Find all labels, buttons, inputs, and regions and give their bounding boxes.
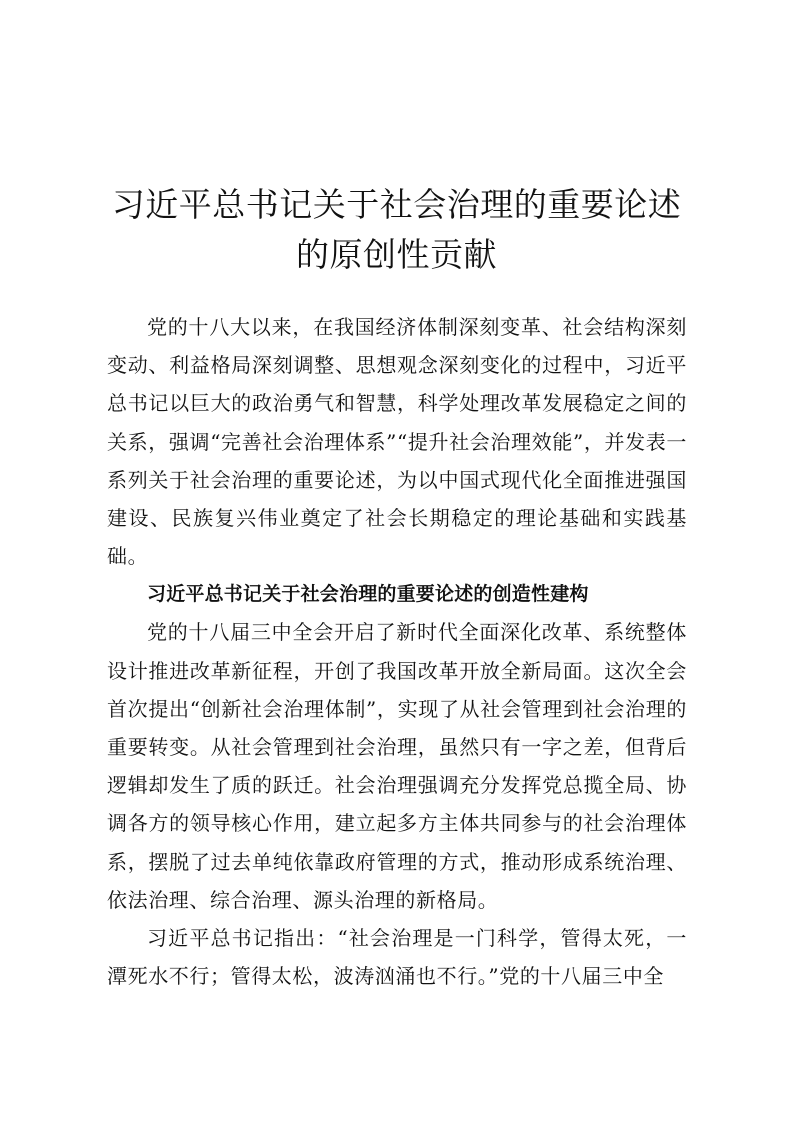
document-title: 习近平总书记关于社会治理的重要论述的原创性贡献 (111, 185, 682, 274)
document-body (107, 308, 687, 995)
body-paragraph-1: 党的十八大以来，在我国经济体制深刻变革、社会结构深刻变动、利益格局深刻调整、思想观念深刻变化的过程中，习近平总书记以巨大的政治勇气和智慧，科学处理改革发展稳定之间的关系，强调“完善社会治理体系”“提升社会治理效能”，并发表一系列关于社会治理的重要论述，为以中国式现代化全面推进强国建设、民族复兴伟业奠定了社会长期稳定的理论基础和实践基础。 (107, 315, 687, 569)
body-paragraph-3: 习近平总书记指出：“社会治理是一门科学，管得太死，一潭死水不行；管得太松，波涛汹涌也不行。”党的十八届三中全 (107, 926, 687, 989)
body-paragraph-2: 党的十八届三中全会开启了新时代全面深化改革、系统整体设计推进改革新征程，开创了我国改革开放全新局面。这次全会首次提出“创新社会治理体制”，实现了从社会管理到社会治理的重要转变。从社会管理到社会治理，虽然只有一字之差，但背后逻辑却发生了质的跃迁。社会治理强调充分发挥党总揽全局、协调各方的领导核心作用，建立起多方主体共同参与的社会治理体系，摆脱了过去单纯依靠政府管理的方式，推动形成系统治理、依法治理、综合治理、源头治理的新格局。 (107, 620, 687, 912)
section-heading: 习近平总书记关于社会治理的重要论述的创造性建构 (147, 583, 589, 606)
